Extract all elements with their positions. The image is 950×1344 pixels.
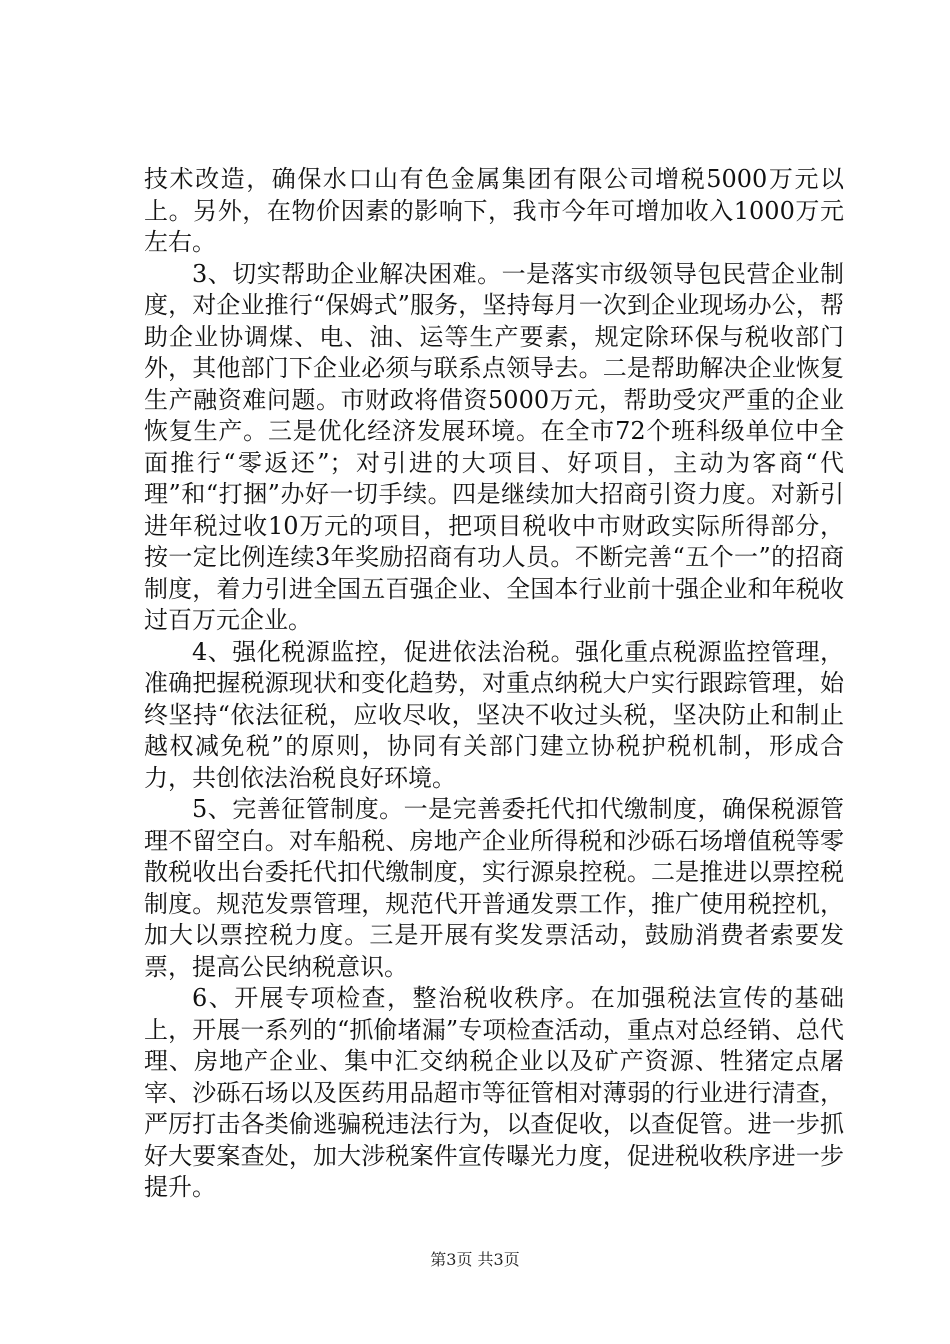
paragraph-item-5: 5、完善征管制度。一是完善委托代扣代缴制度，确保税源管理不留空白。对车船税、房地产企业所得税和沙砾石场增值税等零散税收出台委托代扣代缴制度，实行源泉控税。二是推进以票控税制度。规范发票管理，规范代开普通发票工作，推广使用税控机，加大以票控税力度。三是开展有奖发票活动，鼓励消费者索要发票，提高公民纳税意识。 — [144, 795, 844, 981]
paragraph-item-6: 6、开展专项检查，整治税收秩序。在加强税法宣传的基础上，开展一系列的“抓偷堵漏”专项检查活动，重点对总经销、总代理、房地产企业、集中汇交纳税企业以及矿产资源、牲猪定点屠宰、沙砾石场以及医药用品超市等征管相对薄弱的行业进行清查，严厉打击各类偷逃骗税违法行为，以查促收，以查促管。进一步抓好大要案查处，加大涉税案件宣传曝光力度，促进税收秩序进一步提升。 — [144, 984, 844, 1201]
page-footer: 第3页 共3页 — [430, 1250, 520, 1269]
paragraph-item-4: 4、强化税源监控，促进依法治税。强化重点税源监控管理，准确把握税源现状和变化趋势，对重点纳税大户实行跟踪管理，始终坚持“依法征税，应收尽收，坚决不收过头税，坚决防止和制止越权减免税”的原则，协同有关部门建立协税护税机制，形成合力，共创依法治税良好环境。 — [144, 637, 844, 792]
paragraph-continuation: 技术改造，确保水口山有色金属集团有限公司增税5000万元以上。另外，在物价因素的影响下，我市今年可增加收入1000万元左右。 — [144, 165, 844, 256]
paragraph-item-3: 3、切实帮助企业解决困难。一是落实市级领导包民营企业制度，对企业推行“保姆式”服务，坚持每月一次到企业现场办公，帮助企业协调煤、电、油、运等生产要素，规定除环保与税收部门外，其他部门下企业必须与联系点领导去。二是帮助解决企业恢复生产融资难问题。市财政将借资5000万元，帮助受灾严重的企业恢复生产。三是优化经济发展环境。在全市72个班科级单位中全面推行“零返还”；对引进的大项目、好项目，主动为客商“代理”和“打捆”办好一切手续。四是继续加大招商引资力度。对新引进年税过收10万元的项目，把项目税收中市财政实际所得部分，按一定比例连续3年奖励招商有功人员。不断完善“五个一”的招商制度，着力引进全国五百强企业、全国本行业前十强企业和年税收过百万元企业。 — [144, 259, 844, 634]
document-body — [144, 164, 844, 1204]
